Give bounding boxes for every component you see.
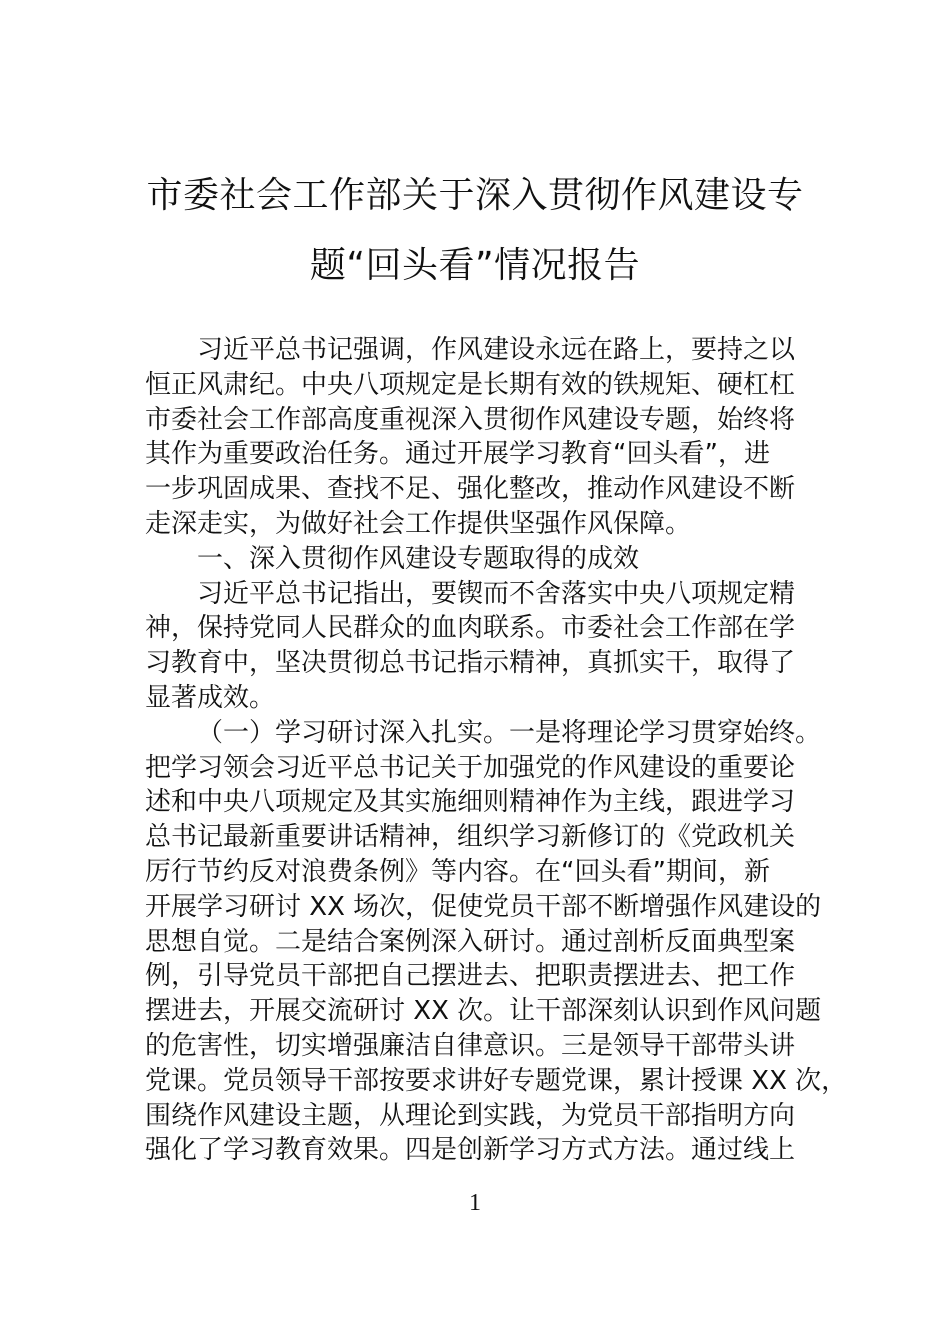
paragraph-line: 厉行节约反对浪费条例》等内容。在“回头看”期间，新 bbox=[145, 856, 770, 887]
paragraph-line: 习近平总书记强调，作风建设永远在路上，要持之以 bbox=[197, 335, 796, 365]
paragraph-line: 习教育中，坚决贯彻总书记指示精神，真抓实干，取得了 bbox=[145, 648, 796, 679]
paragraph-line: 开展学习研讨 XX 场次，促使党员干部不断增强作风建设的 bbox=[145, 891, 822, 922]
paragraph-line: 思想自觉。二是结合案例深入研讨。通过剖析反面典型案 bbox=[145, 926, 796, 957]
document-body bbox=[145, 333, 848, 1168]
paragraph-line: 强化了学习教育效果。四是创新学习方式方法。通过线上 bbox=[145, 1135, 796, 1166]
page-number: 1 bbox=[469, 1190, 481, 1216]
paragraph-line: 其作为重要政治任务。通过开展学习教育“回头看”，进 bbox=[145, 439, 770, 470]
paragraph-line: 把学习领会习近平总书记关于加强党的作风建设的重要论 bbox=[145, 752, 796, 783]
paragraph-line: 神，保持党同人民群众的血肉联系。市委社会工作部在学 bbox=[145, 613, 796, 644]
paragraph-line: 恒正风肃纪。中央八项规定是长期有效的铁规矩、硬杠杠 bbox=[145, 369, 796, 400]
paragraph-line: 显著成效。 bbox=[145, 682, 276, 713]
paragraph-line: 例，引导党员干部把自己摆进去、把职责摆进去、把工作 bbox=[145, 961, 796, 992]
subsection-heading-line: （一）学习研讨深入扎实。一是将理论学习贯穿始终。 bbox=[197, 717, 822, 748]
paragraph-line: 市委社会工作部高度重视深入贯彻作风建设专题，始终将 bbox=[145, 404, 796, 435]
section-heading: 一、深入贯彻作风建设专题取得的成效 bbox=[197, 543, 640, 574]
paragraph-line: 走深走实，为做好社会工作提供坚强作风保障。 bbox=[145, 508, 692, 539]
paragraph-line: 的危害性，切实增强廉洁自律意识。三是领导干部带头讲 bbox=[145, 1030, 796, 1061]
paragraph-line: 总书记最新重要讲话精神，组织学习新修订的《党政机关 bbox=[145, 822, 796, 853]
paragraph-line: 一步巩固成果、查找不足、强化整改，推动作风建设不断 bbox=[145, 474, 796, 505]
paragraph-line: 党课。党员领导干部按要求讲好专题党课，累计授课 XX 次， bbox=[145, 1065, 848, 1096]
document-title-line-2: 题“回头看”情况报告 bbox=[309, 245, 641, 286]
paragraph-line: 述和中央八项规定及其实施细则精神作为主线，跟进学习 bbox=[145, 787, 796, 818]
paragraph-line: 围绕作风建设主题，从理论到实践，为党员干部指明方向 bbox=[145, 1100, 796, 1131]
paragraph-line: 习近平总书记指出，要锲而不舍落实中央八项规定精 bbox=[197, 578, 796, 609]
document-title-line-1: 市委社会工作部关于深入贯彻作风建设专 bbox=[146, 175, 804, 216]
paragraph-line: 摆进去，开展交流研讨 XX 次。让干部深刻认识到作风问题 bbox=[145, 996, 822, 1027]
